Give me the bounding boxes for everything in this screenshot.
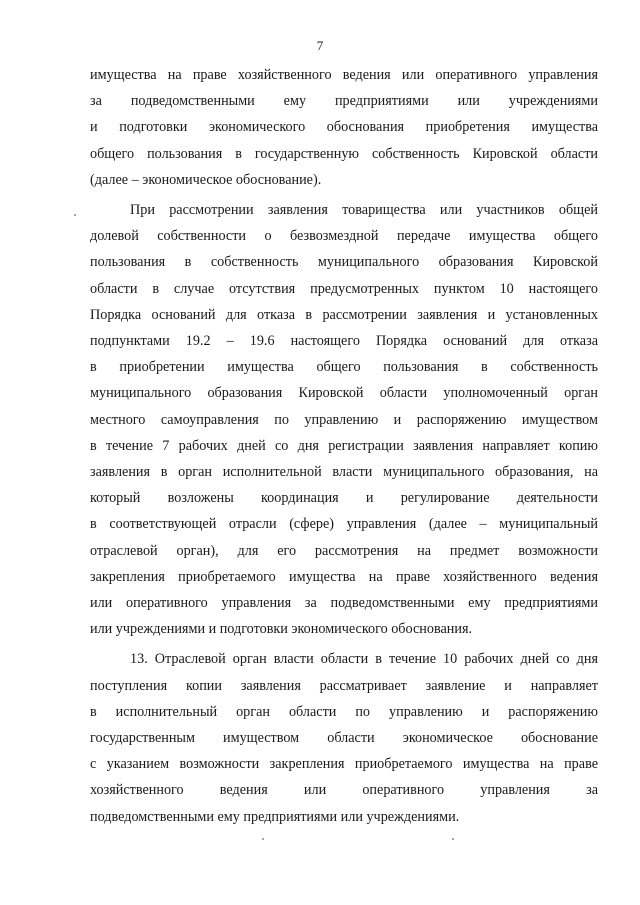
scan-speck xyxy=(74,214,76,216)
text-line: или оперативного управления за подведомственными ему предприятиями xyxy=(90,595,598,612)
text-line: При рассмотрении заявления товарищества или участников общей xyxy=(130,202,598,219)
text-line: поступления копии заявления рассматривает заявление и направляет xyxy=(90,677,598,694)
text-line: Порядка оснований для отказа в рассмотрении заявления и установленных xyxy=(90,306,598,323)
text-line: в приобретении имущества общего пользования в собственность xyxy=(90,359,598,376)
text-line: который возложены координация и регулирование деятельности xyxy=(90,490,598,507)
scan-speck xyxy=(262,838,264,840)
text-line: за подведомственными ему предприятиями или учреждениями xyxy=(90,93,598,110)
text-line: или учреждениями и подготовки экономического обоснования. xyxy=(90,621,473,638)
text-line: подпунктами 19.2 – 19.6 настоящего Порядка оснований для отказа xyxy=(90,333,598,350)
text-line: (далее – экономическое обоснование). xyxy=(90,171,322,188)
text-line: с указанием возможности закрепления приобретаемого имущества на праве xyxy=(90,756,598,773)
paragraph-consideration xyxy=(90,197,598,642)
text-line: в течение 7 рабочих дней со дня регистрации заявления направляет копию xyxy=(90,437,598,454)
text-line: заявления в орган исполнительной власти муниципального образования, на xyxy=(90,464,598,481)
text-line: 13. Отраслевой орган власти области в течение 10 рабочих дней со дня xyxy=(130,651,598,668)
text-line: долевой собственности о безвозмездной передаче имущества общего xyxy=(90,228,598,245)
text-line: имущества на праве хозяйственного ведения или оперативного управления xyxy=(90,67,598,83)
page-number: 7 xyxy=(316,38,324,53)
document-body xyxy=(90,62,598,830)
text-line: пользования в собственность муниципального образования Кировской xyxy=(90,254,598,271)
text-line: и подготовки экономического обоснования приобретения имущества xyxy=(90,119,598,136)
text-line: подведомственными ему предприятиями или учреждениями. xyxy=(90,808,460,825)
text-line: в исполнительный орган области по управлению и распоряжению xyxy=(90,703,598,720)
text-line: области в случае отсутствия предусмотренных пунктом 10 настоящего xyxy=(90,280,598,297)
text-line: отраслевой орган), для его рассмотрения на предмет возможности xyxy=(90,542,598,559)
text-line: государственным имуществом области экономическое обоснование xyxy=(90,730,598,747)
text-line: закрепления приобретаемого имущества на праве хозяйственного ведения xyxy=(90,568,598,585)
text-line: в соответствующей отрасли (сфере) управления (далее – муниципальный xyxy=(90,516,598,533)
scan-speck xyxy=(452,838,454,840)
paragraph-continuation xyxy=(90,62,598,193)
text-line: хозяйственного ведения или оперативного управления за xyxy=(90,782,598,799)
text-line: муниципального образования Кировской области уполномоченный орган xyxy=(90,385,598,402)
text-line: общего пользования в государственную собственность Кировской области xyxy=(90,145,598,162)
paragraph-13 xyxy=(90,646,598,829)
text-line: местного самоуправления по управлению и распоряжению имуществом xyxy=(90,411,598,428)
